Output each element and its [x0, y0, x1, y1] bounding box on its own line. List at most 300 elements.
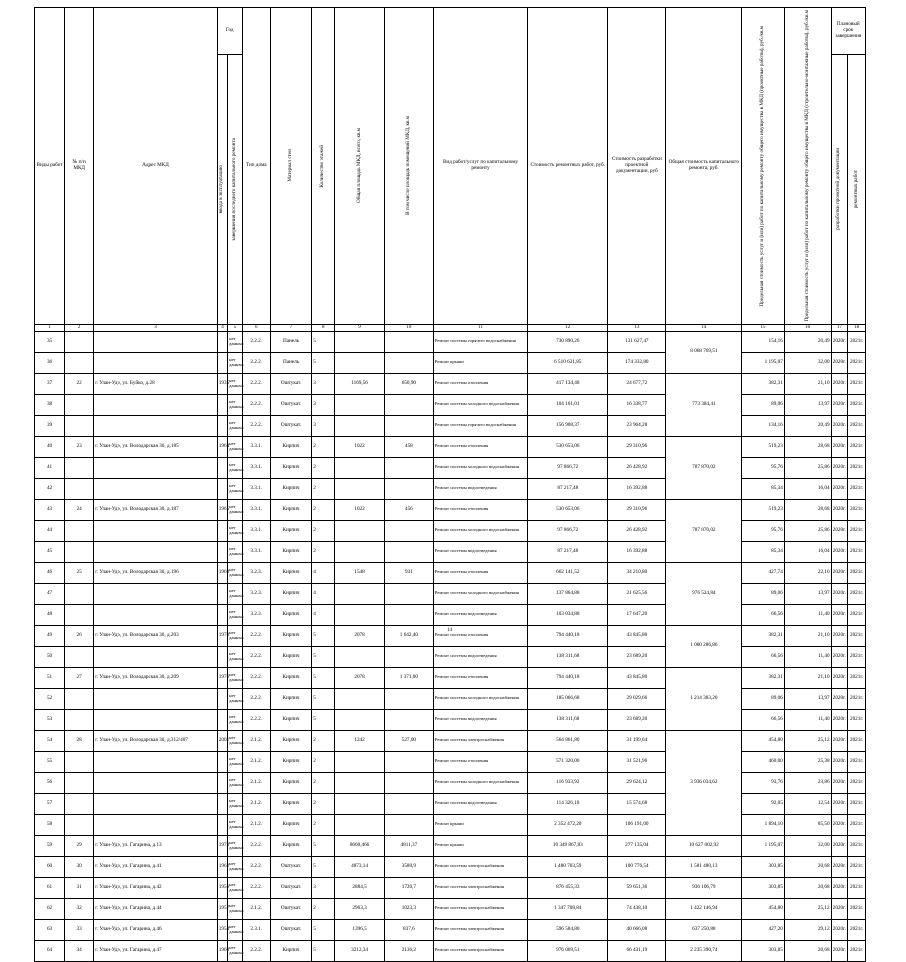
cell-premises-area: 2136,2 — [384, 940, 433, 961]
cell-limit-construction: 28,68 — [784, 436, 831, 457]
table-row — [35, 436, 866, 457]
cell-total-area — [335, 583, 385, 604]
cell-mkd-number: 22 — [65, 373, 94, 394]
cell-limit-design: 454,80 — [742, 898, 785, 919]
cell-repair-cost: 156 908,37 — [528, 415, 608, 436]
cell-deadline-design: 2020г. — [831, 940, 848, 961]
cell-premises-area — [384, 688, 433, 709]
table-row — [35, 499, 866, 520]
cell-year-repair: нет данных — [228, 646, 243, 667]
cell-total-cost: 8 068 769,51 — [666, 331, 742, 373]
cell-work-type: 55 — [35, 751, 65, 772]
cell-premises-area: 1023,3 — [384, 898, 433, 919]
cell-wall-material: Кирпич — [270, 835, 312, 856]
cell-year-repair: нет данных — [228, 583, 243, 604]
cell-total-cost: 1 422 146,94 — [666, 898, 742, 919]
cell-mkd-number: 33 — [65, 919, 94, 940]
cell-address: г. Улан-Удэ, ул. Гагарина, д.46 — [94, 919, 218, 940]
cell-year-repair: нет данных — [228, 877, 243, 898]
cell-work-type: 48 — [35, 604, 65, 625]
cell-house-type: 2.2.2. — [242, 331, 270, 352]
cell-wall-material: Оштукат. — [270, 415, 312, 436]
cell-total-area: 1022 — [335, 436, 385, 457]
cell-floors: 3 — [312, 373, 335, 394]
cell-work-type: 63 — [35, 919, 65, 940]
column-number: 4 — [217, 324, 227, 331]
cell-repair-cost: 2 352 472,20 — [528, 814, 608, 835]
cell-year-repair: нет данных — [228, 499, 243, 520]
cell-year-repair: нет данных — [228, 352, 243, 373]
column-number: 11 — [433, 324, 528, 331]
cell-work-kind: Ремонт системы холодного водоснабжения — [433, 520, 528, 541]
table-header — [35, 8, 866, 332]
cell-limit-construction: 16,04 — [784, 478, 831, 499]
cell-total-area: 4873,14 — [335, 856, 385, 877]
cell-work-type: 52 — [35, 688, 65, 709]
cell-limit-design: 66,56 — [742, 709, 785, 730]
column-number: 5 — [228, 324, 243, 331]
cell-address — [94, 394, 218, 415]
cell-wall-material: Оштукат. — [270, 898, 312, 919]
cell-total-cost: 2 235 390,74 — [666, 940, 742, 961]
cell-premises-area — [384, 646, 433, 667]
cell-mkd-number — [65, 394, 94, 415]
cell-work-type: 42 — [35, 478, 65, 499]
cell-limit-construction: 20,68 — [784, 940, 831, 961]
cell-project-cost: 17 647,20 — [608, 604, 666, 625]
cell-deadline-design: 2020г. — [831, 730, 848, 751]
cell-deadline-works: 2021г. — [848, 499, 866, 520]
cell-repair-cost: 97 866,72 — [528, 457, 608, 478]
cell-limit-design: 1 894,10 — [742, 814, 785, 835]
cell-repair-cost: 138 311,68 — [528, 709, 608, 730]
cell-floors: 3 — [312, 877, 335, 898]
table-row — [35, 562, 866, 583]
cell-project-cost: 106 191,00 — [608, 814, 666, 835]
cell-total-area — [335, 646, 385, 667]
cell-repair-cost: 138 311,68 — [528, 646, 608, 667]
header-house-type: Тип дома — [242, 8, 270, 325]
cell-total-area — [335, 331, 385, 352]
cell-work-kind: Ремонт системы холодного водоснабжения — [433, 688, 528, 709]
cell-year-repair: нет данных — [228, 835, 243, 856]
table-row — [35, 814, 866, 835]
cell-mkd-number: 24 — [65, 499, 94, 520]
table-row — [35, 898, 866, 919]
cell-wall-material: Панель — [270, 352, 312, 373]
cell-work-kind: Ремонт системы холодного водоснабжения — [433, 394, 528, 415]
cell-mkd-number: 29 — [65, 835, 94, 856]
cell-work-type: 38 — [35, 394, 65, 415]
table-row — [35, 373, 866, 394]
cell-total-cost: 3 936 034,62 — [666, 730, 742, 835]
cell-repair-cost: 571 320,00 — [528, 751, 608, 772]
cell-total-area: 8660,466 — [335, 835, 385, 856]
header-work-kind: Вид работ/услуг по капитальному ремонту — [433, 8, 528, 325]
cell-work-type: 59 — [35, 835, 65, 856]
cell-repair-cost: 87 217,48 — [528, 541, 608, 562]
cell-project-cost: 43 845,80 — [608, 667, 666, 688]
cell-project-cost: 277 135,04 — [608, 835, 666, 856]
cell-premises-area — [384, 583, 433, 604]
cell-limit-construction: 11,40 — [784, 604, 831, 625]
cell-deadline-works: 2021г. — [848, 835, 866, 856]
header-address: Адрес МКД — [94, 8, 218, 325]
cell-limit-construction: 85,50 — [784, 814, 831, 835]
cell-year-repair: нет данных — [228, 730, 243, 751]
cell-mkd-number: 31 — [65, 877, 94, 898]
cell-deadline-design: 2020г. — [831, 898, 848, 919]
cell-limit-construction: 25,12 — [784, 898, 831, 919]
cell-year-repair: нет данных — [228, 331, 243, 352]
cell-deadline-works: 2021г. — [848, 793, 866, 814]
cell-floors: 2 — [312, 814, 335, 835]
cell-limit-construction: 25,86 — [784, 520, 831, 541]
cell-repair-cost: 794 440,18 — [528, 625, 608, 646]
cell-repair-cost: 564 861,80 — [528, 730, 608, 751]
cell-work-kind: Ремонт системы горячего водоснабжения — [433, 415, 528, 436]
cell-work-kind: Ремонт системы холодного водоснабжения — [433, 457, 528, 478]
cell-work-kind: Ремонт системы водоотведения — [433, 709, 528, 730]
table-body — [35, 331, 866, 961]
cell-total-cost: 787 870,02 — [666, 499, 742, 562]
cell-house-type: 2.2.2. — [242, 877, 270, 898]
cell-wall-material: Кирпич — [270, 667, 312, 688]
cell-wall-material: Кирпич — [270, 730, 312, 751]
cell-floors: 5 — [312, 919, 335, 940]
cell-deadline-works: 2021г. — [848, 583, 866, 604]
cell-year-built: 1957 — [217, 898, 227, 919]
cell-work-kind: Ремонт системы отопления — [433, 373, 528, 394]
cell-work-type: 50 — [35, 646, 65, 667]
cell-project-cost: 26 428,92 — [608, 520, 666, 541]
cell-year-built — [217, 646, 227, 667]
cell-project-cost: 16 392,88 — [608, 541, 666, 562]
cell-premises-area: 931 — [384, 562, 433, 583]
cell-project-cost: 29 029,66 — [608, 688, 666, 709]
cell-deadline-design: 2020г. — [831, 835, 848, 856]
cell-work-type: 47 — [35, 583, 65, 604]
cell-deadline-works: 2021г. — [848, 604, 866, 625]
table-row — [35, 751, 866, 772]
cell-house-type: 2.1.2. — [242, 814, 270, 835]
cell-wall-material: Оштукат. — [270, 856, 312, 877]
cell-floors: 2 — [312, 499, 335, 520]
cell-deadline-works: 2021г. — [848, 415, 866, 436]
cell-work-type: 49 — [35, 625, 65, 646]
cell-work-kind: Ремонт системы электроснабжения — [433, 730, 528, 751]
cell-address — [94, 352, 218, 373]
cell-mkd-number: 34 — [65, 940, 94, 961]
cell-year-built — [217, 457, 227, 478]
cell-year-repair: нет данных — [228, 898, 243, 919]
cell-limit-design: 89,06 — [742, 583, 785, 604]
cell-address — [94, 751, 218, 772]
cell-work-kind: Ремонт системы водоотведения — [433, 604, 528, 625]
column-number: 18 — [848, 324, 866, 331]
cell-premises-area — [384, 604, 433, 625]
cell-address — [94, 457, 218, 478]
cell-year-repair: нет данных — [228, 415, 243, 436]
cell-limit-design: 89,06 — [742, 688, 785, 709]
cell-year-built: 1935 — [217, 373, 227, 394]
header-work-types: Виды работ — [35, 8, 65, 325]
cell-house-type: 2.1.2. — [242, 898, 270, 919]
cell-work-kind: Ремонт системы отопления — [433, 562, 528, 583]
cell-year-repair: нет данных — [228, 688, 243, 709]
cell-work-type: 56 — [35, 772, 65, 793]
cell-floors: 5 — [312, 835, 335, 856]
cell-total-area — [335, 394, 385, 415]
column-number: 6 — [242, 324, 270, 331]
cell-deadline-works: 2021г. — [848, 877, 866, 898]
cell-year-repair: нет данных — [228, 772, 243, 793]
cell-floors: 5 — [312, 856, 335, 877]
cell-work-type: 39 — [35, 415, 65, 436]
cell-work-kind: Ремонт системы холодного водоснабжения — [433, 772, 528, 793]
table-row — [35, 415, 866, 436]
cell-address — [94, 688, 218, 709]
cell-mkd-number — [65, 688, 94, 709]
cell-house-type: 3.3.1. — [242, 520, 270, 541]
cell-address — [94, 331, 218, 352]
cell-year-built — [217, 688, 227, 709]
cell-work-type: 36 — [35, 352, 65, 373]
cell-wall-material: Кирпич — [270, 583, 312, 604]
cell-repair-cost: 114 326,10 — [528, 793, 608, 814]
cell-deadline-design: 2020г. — [831, 793, 848, 814]
cell-total-cost: 10 627 002,92 — [666, 835, 742, 856]
cell-deadline-works: 2021г. — [848, 751, 866, 772]
cell-limit-design: 93,76 — [742, 772, 785, 793]
column-number-row — [35, 324, 866, 331]
cell-limit-design: 519,23 — [742, 499, 785, 520]
table-row — [35, 793, 866, 814]
cell-total-area — [335, 688, 385, 709]
cell-total-area — [335, 478, 385, 499]
cell-wall-material: Кирпич — [270, 562, 312, 583]
cell-repair-cost: 876 455,33 — [528, 877, 608, 898]
cell-premises-area — [384, 751, 433, 772]
table-row — [35, 604, 866, 625]
cell-limit-construction: 20,68 — [784, 877, 831, 898]
cell-deadline-works: 2021г. — [848, 520, 866, 541]
cell-total-area — [335, 709, 385, 730]
cell-house-type: 2.2.2. — [242, 856, 270, 877]
cell-address: г. Улан-Удэ, ул. Володарская 30, д.185 — [94, 436, 218, 457]
cell-work-kind: Ремонт системы отопления — [433, 667, 528, 688]
header-premises-area: В том числе площадь помещений МКД, кв.м — [404, 116, 411, 216]
cell-year-built: 1954 — [217, 919, 227, 940]
cell-address — [94, 772, 218, 793]
cell-work-type: 35 — [35, 331, 65, 352]
cell-repair-cost: 6 510 621,85 — [528, 352, 608, 373]
cell-project-cost: 21 625,56 — [608, 583, 666, 604]
cell-project-cost: 16 338,77 — [608, 394, 666, 415]
cell-limit-design: 303,85 — [742, 877, 785, 898]
cell-address: г. Улан-Удэ, ул. Володарская 30, д.196 — [94, 562, 218, 583]
cell-work-kind: Ремонт системы электроснабжения — [433, 877, 528, 898]
header-mkd-number: № п/п МКД — [65, 8, 94, 325]
table-row — [35, 331, 866, 352]
cell-project-cost: 34 210,80 — [608, 562, 666, 583]
cell-project-cost: 24 677,72 — [608, 373, 666, 394]
cell-work-kind: Ремонт системы водоотведения — [433, 646, 528, 667]
cell-limit-design: 85,34 — [742, 541, 785, 562]
cell-repair-cost: 730 890,26 — [528, 331, 608, 352]
cell-limit-construction: 20,68 — [784, 856, 831, 877]
cell-floors: 5 — [312, 709, 335, 730]
header-year-last-repair: завершения последнего капитального ремонта — [230, 138, 237, 241]
cell-wall-material: Кирпич — [270, 688, 312, 709]
cell-work-kind: Ремонт крыши — [433, 814, 528, 835]
table-row — [35, 646, 866, 667]
cell-work-type: 45 — [35, 541, 65, 562]
cell-total-area: 2078 — [335, 667, 385, 688]
cell-wall-material: Кирпич — [270, 940, 312, 961]
cell-house-type: 2.2.2. — [242, 688, 270, 709]
cell-house-type: 2.1.2. — [242, 751, 270, 772]
table-row — [35, 394, 866, 415]
cell-house-type: 2.2.2. — [242, 940, 270, 961]
column-number: 15 — [742, 324, 785, 331]
cell-deadline-works: 2021г. — [848, 898, 866, 919]
table-row — [35, 352, 866, 373]
cell-limit-construction: 21,10 — [784, 373, 831, 394]
cell-total-cost: 1 581 480,13 — [666, 856, 742, 877]
cell-total-area: 1548 — [335, 562, 385, 583]
cell-project-cost: 131 627,47 — [608, 331, 666, 352]
cell-floors: 5 — [312, 625, 335, 646]
table-row — [35, 772, 866, 793]
cell-floors: 2 — [312, 898, 335, 919]
cell-limit-construction: 13,97 — [784, 583, 831, 604]
cell-total-area — [335, 520, 385, 541]
column-number: 17 — [831, 324, 848, 331]
repair-program-table — [34, 7, 866, 962]
cell-project-cost: 66 431,19 — [608, 940, 666, 961]
cell-house-type: 2.2.2. — [242, 709, 270, 730]
cell-mkd-number — [65, 583, 94, 604]
cell-limit-construction: 13,97 — [784, 394, 831, 415]
cell-work-kind: Ремонт системы водоотведения — [433, 478, 528, 499]
cell-floors: 2 — [312, 520, 335, 541]
cell-limit-construction: 11,40 — [784, 709, 831, 730]
cell-project-cost: 29 310,96 — [608, 499, 666, 520]
cell-work-type: 64 — [35, 940, 65, 961]
cell-premises-area — [384, 478, 433, 499]
cell-mkd-number — [65, 604, 94, 625]
cell-address — [94, 604, 218, 625]
cell-work-type: 53 — [35, 709, 65, 730]
header-deadline-design: разработки проектной документации — [835, 148, 842, 231]
cell-deadline-works: 2021г. — [848, 772, 866, 793]
cell-repair-cost: 10 349 867,83 — [528, 835, 608, 856]
cell-total-area: 3212,34 — [335, 940, 385, 961]
cell-limit-construction: 21,10 — [784, 625, 831, 646]
cell-deadline-design: 2020г. — [831, 478, 848, 499]
cell-mkd-number: 28 — [65, 730, 94, 751]
cell-deadline-works: 2021г. — [848, 436, 866, 457]
cell-mkd-number: 27 — [65, 667, 94, 688]
cell-deadline-design: 2020г. — [831, 499, 848, 520]
cell-wall-material: Кирпич — [270, 499, 312, 520]
cell-total-cost: 936 106,79 — [666, 877, 742, 898]
cell-address: г. Улан-Удэ, ул. Гагарина, д.44 — [94, 898, 218, 919]
cell-year-repair: нет данных — [228, 457, 243, 478]
cell-floors: 2 — [312, 541, 335, 562]
cell-premises-area — [384, 457, 433, 478]
cell-limit-design: 1 195,07 — [742, 352, 785, 373]
cell-premises-area: 3580,9 — [384, 856, 433, 877]
page-number: 14 — [447, 628, 452, 633]
cell-deadline-design: 2020г. — [831, 772, 848, 793]
cell-deadline-works: 2021г. — [848, 352, 866, 373]
cell-total-area: 2884,5 — [335, 877, 385, 898]
cell-limit-construction: 13,97 — [784, 688, 831, 709]
cell-project-cost: 29 310,96 — [608, 436, 666, 457]
cell-work-kind: Ремонт системы отопления — [433, 751, 528, 772]
cell-total-cost: 976 524,84 — [666, 562, 742, 625]
cell-limit-construction: 20,49 — [784, 415, 831, 436]
table-row — [35, 520, 866, 541]
cell-repair-cost: 530 653,06 — [528, 436, 608, 457]
cell-address: г. Улан-Удэ, ул. Гагарина, д.47 — [94, 940, 218, 961]
cell-floors: 2 — [312, 751, 335, 772]
cell-limit-design: 460,00 — [742, 751, 785, 772]
table-row — [35, 940, 866, 961]
cell-wall-material: Кирпич — [270, 625, 312, 646]
cell-limit-design: 66,56 — [742, 646, 785, 667]
cell-repair-cost: 1 480 703,59 — [528, 856, 608, 877]
cell-deadline-design: 2020г. — [831, 331, 848, 352]
cell-address — [94, 709, 218, 730]
cell-deadline-design: 2020г. — [831, 919, 848, 940]
cell-work-type: 61 — [35, 877, 65, 898]
cell-limit-design: 92,05 — [742, 793, 785, 814]
cell-project-cost: 26 428,92 — [608, 457, 666, 478]
cell-house-type: 3.2.3. — [242, 583, 270, 604]
cell-work-type: 37 — [35, 373, 65, 394]
cell-premises-area — [384, 331, 433, 352]
cell-mkd-number — [65, 352, 94, 373]
header-total-area: Общая площадь МКД, всего, кв.м — [355, 128, 362, 204]
cell-deadline-design: 2020г. — [831, 688, 848, 709]
cell-year-repair: нет данных — [228, 478, 243, 499]
cell-work-kind: Ремонт системы электроснабжения — [433, 919, 528, 940]
cell-work-kind: Ремонт системы горячего водоснабжения — [433, 331, 528, 352]
cell-limit-construction: 29,12 — [784, 919, 831, 940]
cell-floors: 2 — [312, 730, 335, 751]
cell-project-cost: 174 332,80 — [608, 352, 666, 373]
cell-work-type: 43 — [35, 499, 65, 520]
cell-deadline-works: 2021г. — [848, 646, 866, 667]
cell-wall-material: Оштукат. — [270, 877, 312, 898]
cell-work-kind: Ремонт системы отопления — [433, 436, 528, 457]
cell-deadline-works: 2021г. — [848, 373, 866, 394]
cell-address: г. Улан-Удэ, ул. Володарская 30, д.203 — [94, 625, 218, 646]
cell-total-cost: 637 250,88 — [666, 919, 742, 940]
cell-limit-design: 66,56 — [742, 604, 785, 625]
cell-address: г. Улан-Удэ, ул. Володарская 30, д.209 — [94, 667, 218, 688]
cell-premises-area — [384, 814, 433, 835]
cell-year-repair: нет данных — [228, 919, 243, 940]
cell-limit-design: 303,85 — [742, 856, 785, 877]
cell-premises-area — [384, 394, 433, 415]
cell-floors: 5 — [312, 646, 335, 667]
cell-floors: 5 — [312, 331, 335, 352]
cell-deadline-design: 2020г. — [831, 646, 848, 667]
